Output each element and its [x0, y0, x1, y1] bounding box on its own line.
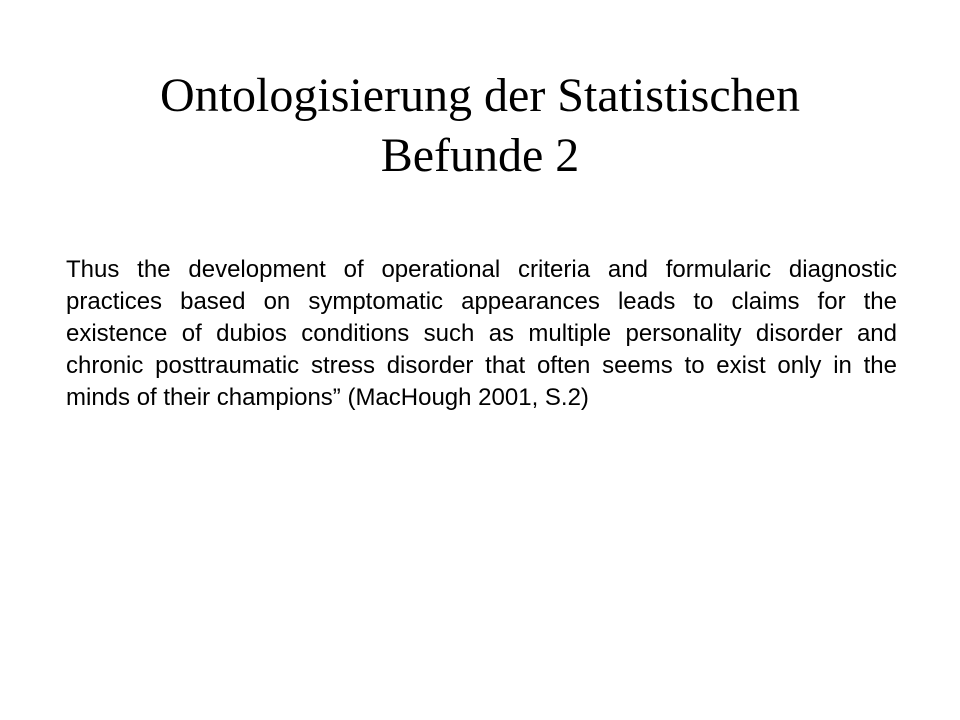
- slide-title-line-2: Befunde 2: [380, 129, 580, 182]
- slide-title-line-1: Ontologisierung der Statistischen: [160, 69, 800, 122]
- slide-body-text: Thus the development of operational criteria and formularic diagnostic practices based on symptomatic appearances leads to claims for the existence of dubios conditions such as multiple personality disorder and chronic posttraumatic stress disorder that often seems to exist only in the minds of their champions” (MacHough 2001, S.2): [66, 256, 897, 411]
- slide-title: [60, 66, 900, 186]
